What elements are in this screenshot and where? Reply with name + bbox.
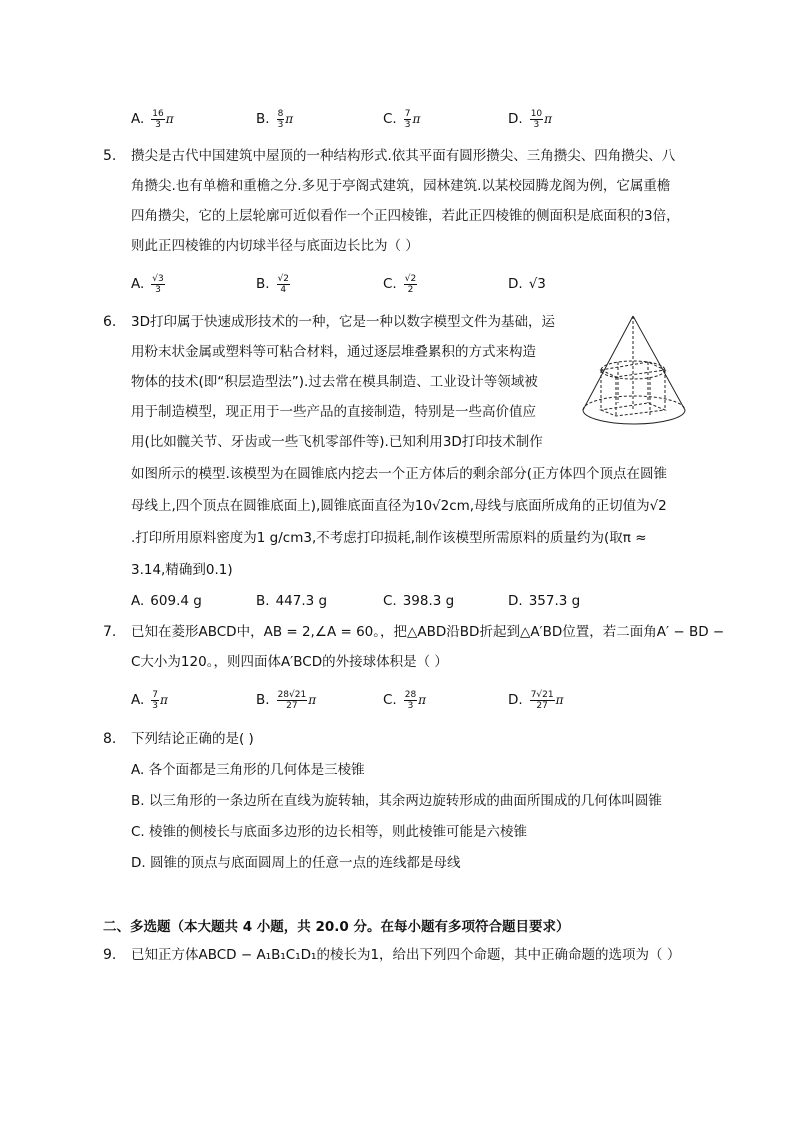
q4-option-c: C. $\frac{7}{3}$ π [383, 108, 421, 130]
q6-line-7: 母线上,四个顶点在圆锥底面上),圆锥底面直径为10√2cm,母线与底面所成角的正切值为√2 [131, 498, 667, 514]
q7-line-2: C大小为120。，则四面体A′BCD的外接球体积是（ ） [131, 654, 448, 670]
q9-stem: 已知正方体ABCD − A₁B₁C₁D₁的棱长为1，给出下列四个命题，其中正确命题的选项为（ ） [131, 947, 681, 963]
q5-line-3: 四角攒尖，它的上层轮廓可近似看作一个正四棱锥，若此正四棱锥的侧面积是底面积的3倍， [131, 208, 680, 224]
q5-option-b: B. $\frac{√2}{4}$ [256, 273, 290, 295]
q7-options [131, 689, 691, 711]
q5-line-4: 则此正四棱锥的内切球半径与底面边长比为（ ） [131, 238, 419, 254]
q6-option-b: B. 447.3 g [256, 593, 328, 609]
q5-option-a: A. $\frac{√3}{3}$ [131, 273, 164, 295]
q8-stem: 下列结论正确的是( ) [131, 731, 254, 747]
q6-line-4: 用于制造模型，现正用于一些产品的直接制造，特别是一些高价值应 [131, 404, 536, 420]
q7-option-b: B. $\frac{28√21}{27}$ π [256, 689, 317, 711]
q5-line-1: 攒尖是古代中国建筑中屋顶的一种结构形式.依其平面有圆形攒尖、三角攒尖、四角攒尖、八 [131, 148, 676, 164]
q6-line-9: 3.14,精确到0.1) [131, 562, 233, 578]
q6-number: 6. [103, 314, 117, 330]
q4-option-a: A. $\frac{16}{3}$ π [131, 108, 174, 130]
q8-option-b: B. 以三角形的一条边所在直线为旋转轴，其余两边旋转形成的曲面所围成的几何体叫圆锥 [131, 793, 662, 809]
q6-line-5: 用(比如髋关节、牙齿或一些飞机零部件等).已知利用3D打印技术制作 [131, 434, 543, 450]
q6-line-2: 用粉末状金属或塑料等可粘合材料，通过逐层堆叠累积的方式来构造 [131, 344, 536, 360]
q5-option-d: D. √3 [508, 276, 546, 292]
q5-line-2: 角攒尖.也有单檐和重檐之分.多见于亭阁式建筑，园林建筑.以某校园腾龙阁为例，它属重檐 [131, 178, 671, 194]
q5-number: 5. [103, 148, 117, 164]
q7-option-c: C. $\frac{28}{3}$ π [383, 689, 427, 711]
cone-cube-figure [578, 312, 690, 427]
q6-line-8: .打印所用原料密度为1 g/cm3,不考虑打印损耗,制作该模型所需原料的质量约为(取π ≈ [131, 530, 647, 546]
q6-option-d: D. 357.3 g [508, 593, 581, 609]
q6-options [131, 590, 691, 612]
q7-line-1: 已知在菱形ABCD中，AB = 2,∠A = 60。，把△ABD沿BD折起到△A′BD位置，若二面角A′ − BD − [131, 624, 725, 640]
q7-option-d: D. $\frac{7√21}{27}$ π [508, 689, 564, 711]
q7-number: 7. [103, 624, 117, 640]
q5-option-c: C. $\frac{√2}{2}$ [383, 273, 417, 295]
q4-options [131, 108, 691, 130]
q4-option-b: B. $\frac{8}{3}$ π [256, 108, 294, 130]
q8-option-a: A. 各个面都是三角形的几何体是三棱锥 [131, 762, 365, 778]
q7-option-a: A. $\frac{7}{3}$ π [131, 689, 168, 711]
q6-option-a: A. 609.4 g [131, 593, 202, 609]
q8-option-c: C. 棱锥的侧棱长与底面多边形的边长相等，则此棱锥可能是六棱锥 [131, 824, 528, 840]
q5-options [131, 273, 691, 295]
q6-line-6: 如图所示的模型.该模型为在圆锥底内挖去一个正方体后的剩余部分(正方体四个顶点在圆锥 [131, 466, 668, 482]
section-2-title: 二、多选题（本大题共 4 小题，共 20.0 分。在每小题有多项符合题目要求） [103, 919, 570, 935]
q8-option-d: D. 圆锥的顶点与底面圆周上的任意一点的连线都是母线 [131, 855, 461, 871]
q4-option-d: D. $\frac{10}{3}$ π [508, 108, 553, 130]
q9-number: 9. [103, 947, 117, 963]
q6-line-1: 3D打印属于快速成形技术的一种，它是一种以数字模型文件为基础，运 [131, 314, 555, 330]
q6-line-3: 物体的技术(即“积层造型法”).过去常在模具制造、工业设计等领域被 [131, 374, 538, 390]
q8-number: 8. [103, 731, 117, 747]
q6-option-c: C. 398.3 g [383, 593, 455, 609]
